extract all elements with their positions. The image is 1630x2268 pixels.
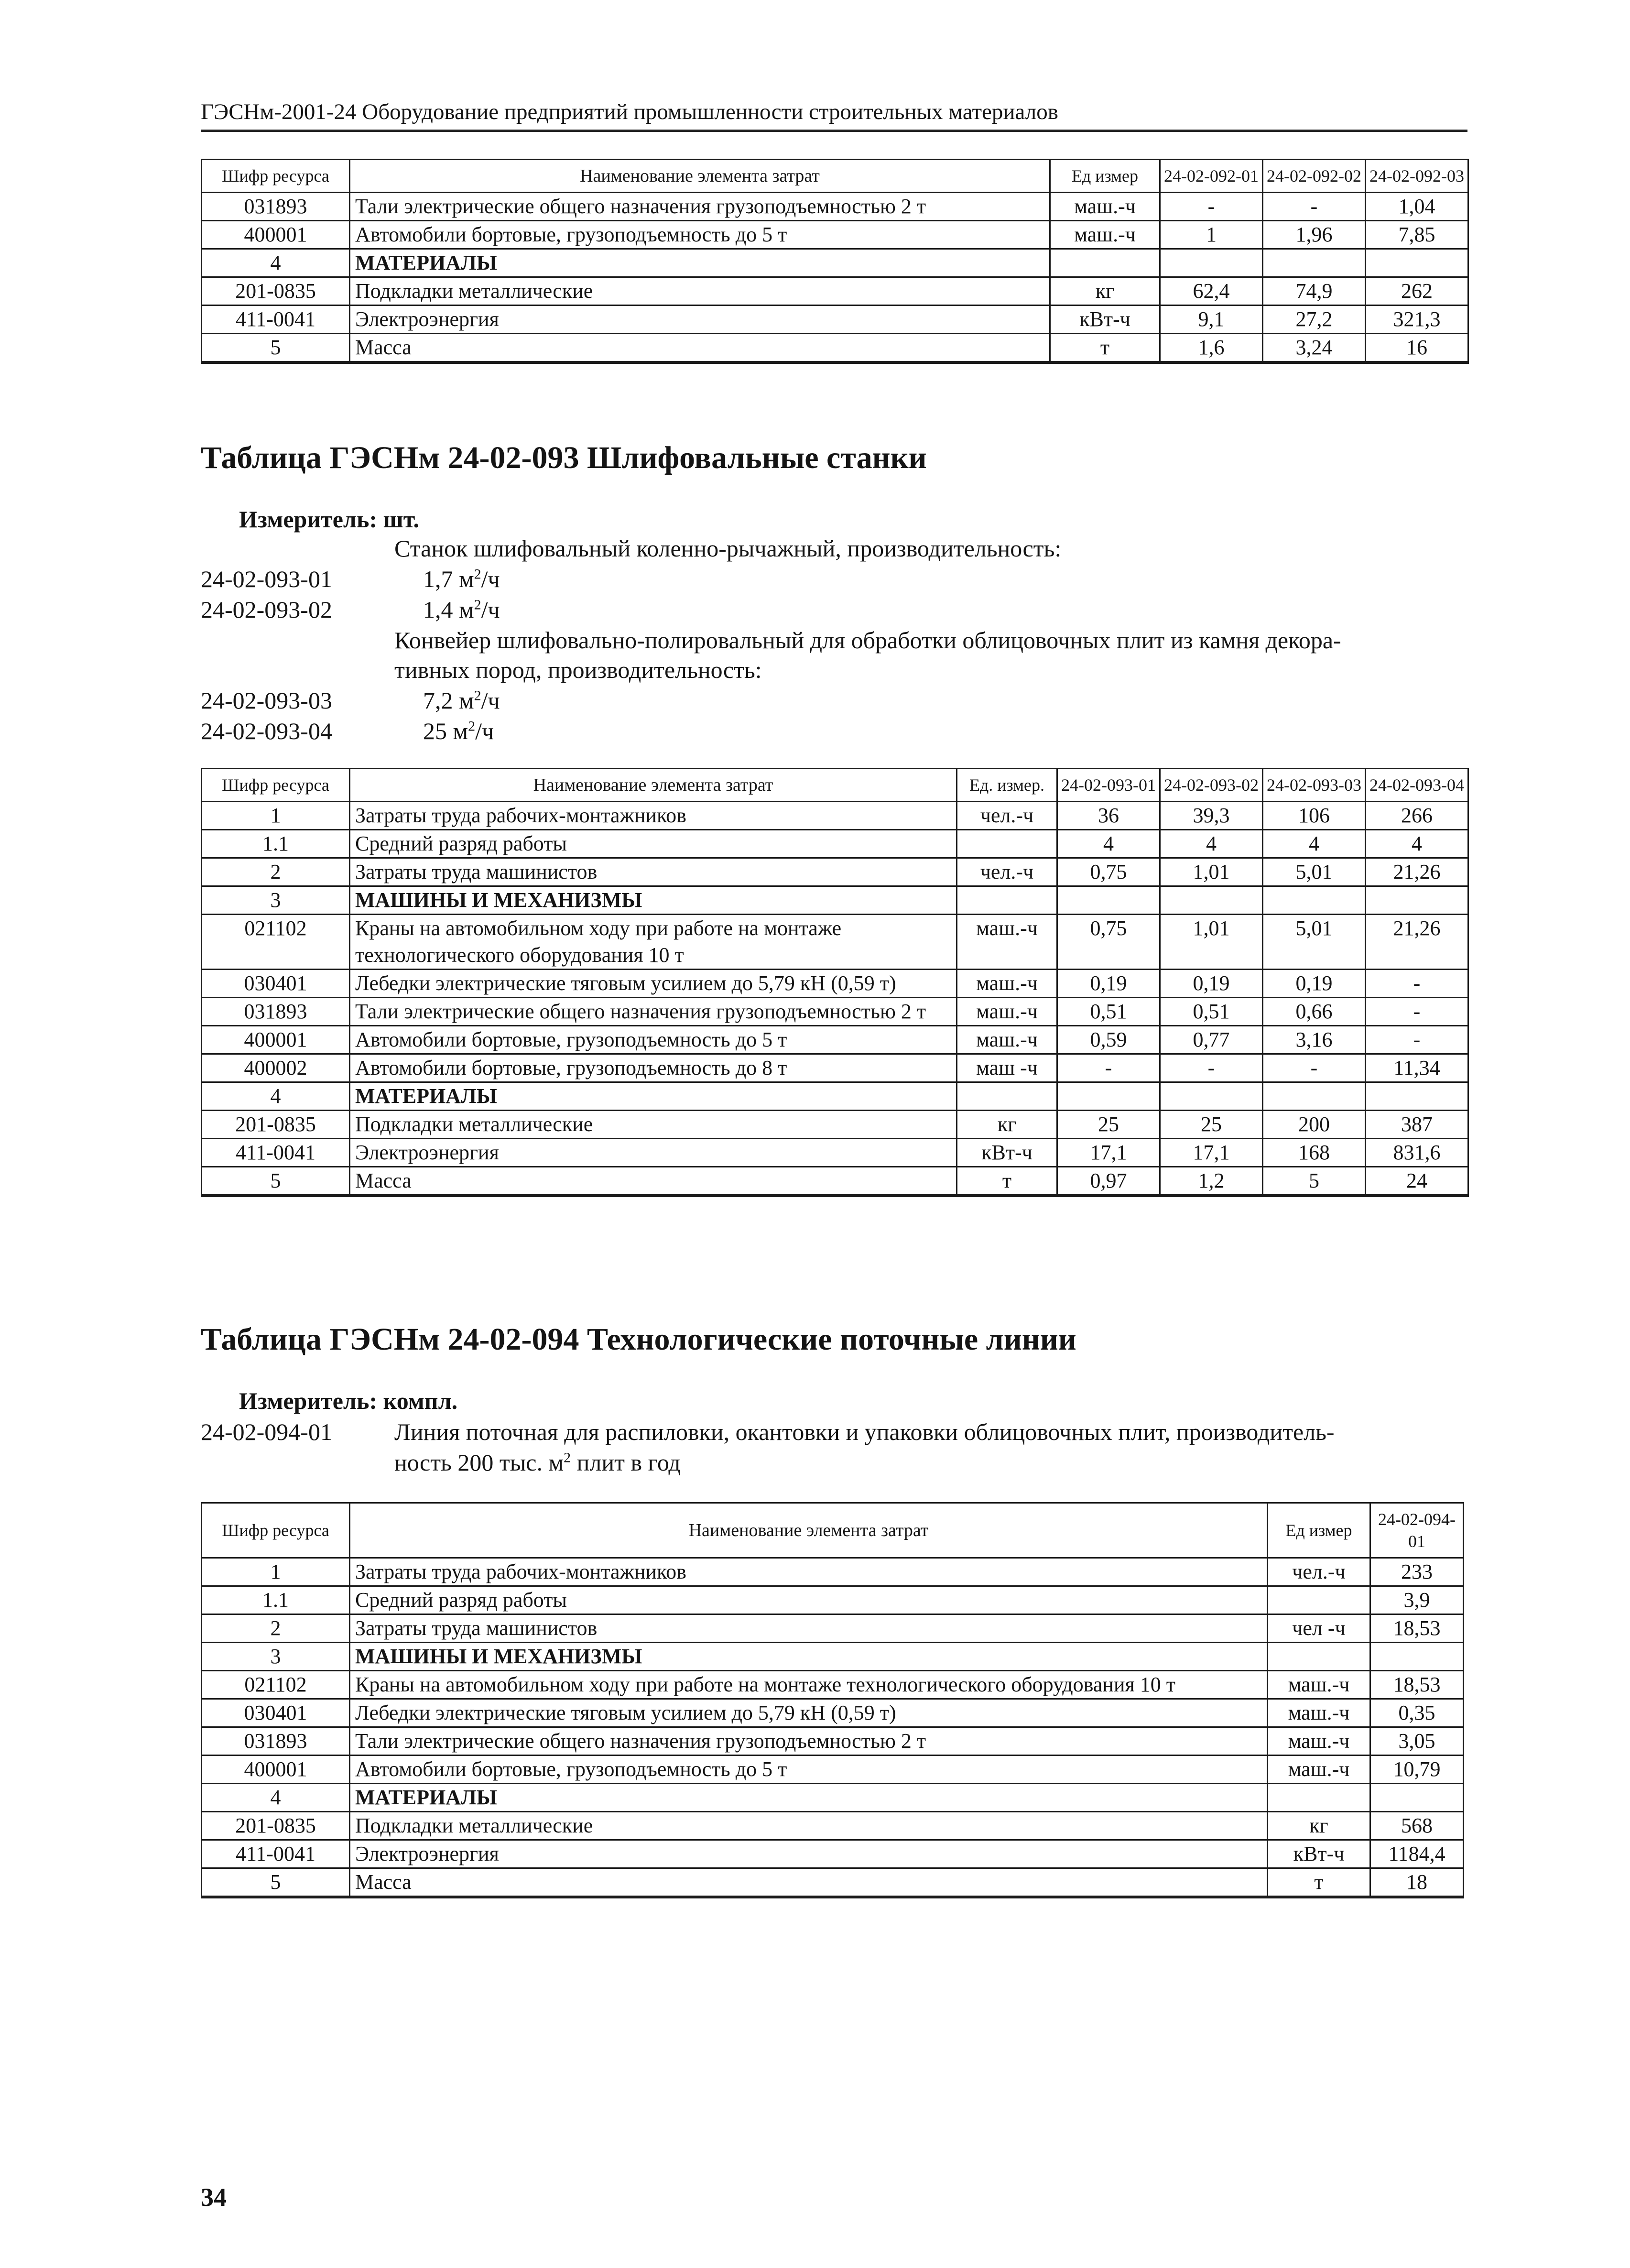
table-row xyxy=(202,1139,1468,1167)
cell-value: 106 xyxy=(1263,802,1366,830)
table-row xyxy=(202,915,1468,970)
item-text-094b xyxy=(394,1448,681,1477)
cell-resource-code: 400002 xyxy=(202,1054,350,1082)
cell-value: 1,04 xyxy=(1366,193,1468,221)
cell-resource-code: 5 xyxy=(202,1868,350,1897)
cell-unit: кг xyxy=(1050,277,1160,305)
cell-resource-code: 400001 xyxy=(202,221,350,249)
item-value xyxy=(423,686,500,715)
table-row xyxy=(202,1643,1464,1671)
table-row xyxy=(202,858,1468,886)
cell-cost-name: Автомобили бортовые, грузоподъемность до 8 т xyxy=(350,1054,957,1082)
table-row xyxy=(202,1614,1464,1643)
table-row xyxy=(202,1111,1468,1139)
cell-unit: чел.-ч xyxy=(957,858,1057,886)
cell-value: 21,26 xyxy=(1366,858,1468,886)
cell-resource-code: 1.1 xyxy=(202,830,350,858)
cell-value: 62,4 xyxy=(1160,277,1263,305)
cell-resource-code: 1.1 xyxy=(202,1586,350,1614)
table-row xyxy=(202,1026,1468,1054)
table-header-row xyxy=(202,160,1468,193)
table-row xyxy=(202,1812,1464,1840)
cell-unit: кВт-ч xyxy=(1268,1840,1370,1868)
cell-value: 4 xyxy=(1057,830,1160,858)
cell-value: - xyxy=(1160,193,1263,221)
cell-value: 1184,4 xyxy=(1370,1840,1464,1868)
cell-resource-code: 030401 xyxy=(202,1699,350,1727)
cell-value: 17,1 xyxy=(1057,1139,1160,1167)
table-row xyxy=(202,249,1468,277)
header-code: Шифр ресурса xyxy=(202,160,350,193)
item-text-094a: Линия поточная для распиловки, окантовки и упаковки облицовочных плит, производитель- xyxy=(394,1418,1335,1445)
cell-value: 200 xyxy=(1263,1111,1366,1139)
table-row xyxy=(202,1054,1468,1082)
cell-resource-code: 5 xyxy=(202,334,350,363)
cell-value: 24 xyxy=(1366,1167,1468,1196)
table-title-094: Таблица ГЭСНм 24-02-094 Технологические поточные линии xyxy=(201,1322,1076,1357)
cell-cost-name: Затраты труда машинистов xyxy=(350,858,957,886)
cell-unit: маш.-ч xyxy=(1050,193,1160,221)
cell-value: 3,05 xyxy=(1370,1727,1464,1756)
item-value xyxy=(423,716,494,746)
cell-resource-code: 411-0041 xyxy=(202,1139,350,1167)
table-row xyxy=(202,1167,1468,1196)
cell-value: 27,2 xyxy=(1263,305,1366,334)
item-code: 24-02-094-01 xyxy=(201,1418,332,1445)
cell-cost-name: Электроэнергия xyxy=(350,1840,1268,1868)
cell-value xyxy=(1366,886,1468,915)
cell-value xyxy=(1160,1082,1263,1111)
cell-value: 321,3 xyxy=(1366,305,1468,334)
cell-cost-name: Автомобили бортовые, грузоподъемность до 5 т xyxy=(350,221,1050,249)
cell-resource-code: 2 xyxy=(202,858,350,886)
cell-value: 4 xyxy=(1366,830,1468,858)
cell-value: 3,9 xyxy=(1370,1586,1464,1614)
header-name: Наименование элемента затрат xyxy=(350,1503,1268,1558)
item-value-tail: /ч xyxy=(481,596,500,623)
cell-unit: маш.-ч xyxy=(957,970,1057,998)
cell-unit: кг xyxy=(1268,1812,1370,1840)
cell-resource-code: 021102 xyxy=(202,1671,350,1699)
header-col-3: 24-02-092-03 xyxy=(1366,160,1468,193)
cell-value: 74,9 xyxy=(1263,277,1366,305)
cell-resource-code: 031893 xyxy=(202,193,350,221)
cell-value: 1,01 xyxy=(1160,915,1263,970)
cell-unit: т xyxy=(1050,334,1160,363)
cell-value: - xyxy=(1263,1054,1366,1082)
header-col-2: 24-02-092-02 xyxy=(1263,160,1366,193)
header-name: Наименование элемента затрат xyxy=(350,769,957,802)
item-value-text: 25 м xyxy=(423,718,468,744)
cell-value: 10,79 xyxy=(1370,1756,1464,1784)
meter-094 xyxy=(239,1386,457,1415)
cell-value xyxy=(1370,1643,1464,1671)
cell-value: 16 xyxy=(1366,334,1468,363)
item-value-text: 1,4 м xyxy=(423,596,474,623)
table-row xyxy=(202,1586,1464,1614)
cell-unit: чел -ч xyxy=(1268,1614,1370,1643)
table-header-row xyxy=(202,769,1468,802)
table-row xyxy=(202,802,1468,830)
cell-value: 9,1 xyxy=(1160,305,1263,334)
cell-value: 39,3 xyxy=(1160,802,1263,830)
cell-resource-code: 400001 xyxy=(202,1756,350,1784)
cell-value: 0,51 xyxy=(1057,998,1160,1026)
cell-cost-name: Затраты труда рабочих-монтажников xyxy=(350,802,957,830)
cell-section-heading: МАТЕРИАЛЫ xyxy=(350,249,1050,277)
cell-value: 17,1 xyxy=(1160,1139,1263,1167)
cell-unit: маш.-ч xyxy=(1268,1699,1370,1727)
cell-value xyxy=(1160,886,1263,915)
cell-value: 233 xyxy=(1370,1558,1464,1586)
cell-value: 0,66 xyxy=(1263,998,1366,1026)
cell-value: - xyxy=(1366,1026,1468,1054)
cell-value: 7,85 xyxy=(1366,221,1468,249)
table-row xyxy=(202,334,1468,363)
cell-cost-name: Затраты труда рабочих-монтажников xyxy=(350,1558,1268,1586)
item-code: 24-02-093-04 xyxy=(201,718,332,744)
item-value-tail: /ч xyxy=(481,687,500,714)
cell-value: 0,97 xyxy=(1057,1167,1160,1196)
header-col-4: 24-02-093-04 xyxy=(1366,769,1468,802)
cell-resource-code: 4 xyxy=(202,1784,350,1812)
cell-value: 11,34 xyxy=(1366,1054,1468,1082)
cell-cost-name: Подкладки металлические xyxy=(350,277,1050,305)
item-text-094b-main: ность 200 тыс. м xyxy=(394,1449,564,1476)
table-row xyxy=(202,221,1468,249)
cell-value: 5,01 xyxy=(1263,915,1366,970)
cell-value: 262 xyxy=(1366,277,1468,305)
cell-value: 0,35 xyxy=(1370,1699,1464,1727)
header-code: Шифр ресурса xyxy=(202,1503,350,1558)
header-col-1: 24-02-094-01 xyxy=(1370,1503,1464,1558)
item-value-text: 7,2 м xyxy=(423,687,474,714)
item-value-tail: /ч xyxy=(475,718,494,744)
resource-table-092 xyxy=(201,159,1469,364)
table-row xyxy=(202,1868,1464,1897)
cell-value: 387 xyxy=(1366,1111,1468,1139)
cell-unit xyxy=(1268,1586,1370,1614)
intro-093-2b: тивных пород, производительность: xyxy=(394,656,762,683)
header-col-3: 24-02-093-03 xyxy=(1263,769,1366,802)
cell-cost-name: Масса xyxy=(350,1868,1268,1897)
cell-cost-name: Краны на автомобильном ходу при работе на монтаже технологического оборудования 10 т xyxy=(350,915,957,970)
meter-093 xyxy=(239,505,419,534)
item-value xyxy=(423,564,500,594)
cell-section-heading: МАШИНЫ И МЕХАНИЗМЫ xyxy=(350,1643,1268,1671)
table-title-093: Таблица ГЭСНм 24-02-093 Шлифовальные станки xyxy=(201,440,927,475)
cell-value: 25 xyxy=(1057,1111,1160,1139)
cell-resource-code: 1 xyxy=(202,802,350,830)
table-row xyxy=(202,1727,1464,1756)
item-value-sup: 2 xyxy=(474,566,481,582)
cell-value: 0,77 xyxy=(1160,1026,1263,1054)
page-number: 34 xyxy=(201,2183,227,2212)
cell-cost-name: Подкладки металлические xyxy=(350,1111,957,1139)
cell-value: 0,19 xyxy=(1160,970,1263,998)
table-row xyxy=(202,305,1468,334)
cell-cost-name: Краны на автомобильном ходу при работе на монтаже технологического оборудования 10 т xyxy=(350,1671,1268,1699)
cell-unit xyxy=(1268,1784,1370,1812)
cell-resource-code: 201-0835 xyxy=(202,277,350,305)
cell-value: 36 xyxy=(1057,802,1160,830)
cell-value: 4 xyxy=(1160,830,1263,858)
item-value xyxy=(423,595,500,624)
cell-unit: т xyxy=(1268,1868,1370,1897)
cell-value: 831,6 xyxy=(1366,1139,1468,1167)
item-code: 24-02-093-01 xyxy=(201,566,332,592)
cell-value: 266 xyxy=(1366,802,1468,830)
cell-value: 21,26 xyxy=(1366,915,1468,970)
cell-value: - xyxy=(1057,1054,1160,1082)
header-code: Шифр ресурса xyxy=(202,769,350,802)
cell-value: 1,6 xyxy=(1160,334,1263,363)
cell-cost-name: Тали электрические общего назначения грузоподъемностью 2 т xyxy=(350,193,1050,221)
cell-resource-code: 021102 xyxy=(202,915,350,970)
resource-table-094 xyxy=(201,1502,1464,1898)
cell-unit: маш.-ч xyxy=(1268,1727,1370,1756)
cell-cost-name: Средний разряд работы xyxy=(350,1586,1268,1614)
cell-resource-code: 4 xyxy=(202,1082,350,1111)
meter-label: Измеритель: xyxy=(239,1387,378,1414)
meter-value: компл. xyxy=(383,1387,458,1414)
cell-resource-code: 3 xyxy=(202,1643,350,1671)
cell-cost-name: Масса xyxy=(350,334,1050,363)
meter-value: шт. xyxy=(383,506,420,533)
cell-resource-code: 2 xyxy=(202,1614,350,1643)
cell-value: 0,19 xyxy=(1263,970,1366,998)
cell-cost-name: Автомобили бортовые, грузоподъемность до 5 т xyxy=(350,1756,1268,1784)
cell-cost-name: Подкладки металлические xyxy=(350,1812,1268,1840)
cell-value: 5,01 xyxy=(1263,858,1366,886)
cell-value: - xyxy=(1366,998,1468,1026)
header-unit: Ед измер xyxy=(1268,1503,1370,1558)
cell-unit xyxy=(1050,249,1160,277)
intro-093-2a: Конвейер шлифовально-полировальный для обработки облицовочных плит из камня декора- xyxy=(394,627,1341,654)
cell-value: 18,53 xyxy=(1370,1614,1464,1643)
table-row xyxy=(202,1558,1464,1586)
cell-unit: маш.-ч xyxy=(1050,221,1160,249)
cell-cost-name: Лебедки электрические тяговым усилием до 5,79 кН (0,59 т) xyxy=(350,970,957,998)
cell-value: 0,59 xyxy=(1057,1026,1160,1054)
cell-value: 1 xyxy=(1160,221,1263,249)
table-row xyxy=(202,1082,1468,1111)
cell-cost-name: Электроэнергия xyxy=(350,305,1050,334)
cell-cost-name: Тали электрические общего назначения грузоподъемностью 2 т xyxy=(350,998,957,1026)
item-code: 24-02-093-02 xyxy=(201,596,332,623)
table-row xyxy=(202,1840,1464,1868)
cell-value: 3,24 xyxy=(1263,334,1366,363)
cell-section-heading: МАТЕРИАЛЫ xyxy=(350,1784,1268,1812)
item-text-094b-sup: 2 xyxy=(564,1450,571,1466)
table-row xyxy=(202,1784,1464,1812)
header-col-1: 24-02-092-01 xyxy=(1160,160,1263,193)
cell-value: 5 xyxy=(1263,1167,1366,1196)
item-text-094b-tail: плит в год xyxy=(571,1449,681,1476)
cell-cost-name: Электроэнергия xyxy=(350,1139,957,1167)
header-col-1: 24-02-093-01 xyxy=(1057,769,1160,802)
cell-cost-name: Тали электрические общего назначения грузоподъемностью 2 т xyxy=(350,1727,1268,1756)
table-row xyxy=(202,998,1468,1026)
cell-unit: кВт-ч xyxy=(957,1139,1057,1167)
cell-resource-code: 030401 xyxy=(202,970,350,998)
cell-value: 4 xyxy=(1263,830,1366,858)
item-code: 24-02-093-03 xyxy=(201,687,332,714)
cell-value: - xyxy=(1366,970,1468,998)
cell-value xyxy=(1263,1082,1366,1111)
cell-value xyxy=(1370,1784,1464,1812)
cell-value: 0,75 xyxy=(1057,858,1160,886)
cell-value xyxy=(1057,886,1160,915)
table-row xyxy=(202,1756,1464,1784)
table-row xyxy=(202,277,1468,305)
cell-value: 1,2 xyxy=(1160,1167,1263,1196)
item-value-tail: /ч xyxy=(481,566,500,592)
table-row xyxy=(202,1699,1464,1727)
table-row xyxy=(202,193,1468,221)
cell-value: 0,75 xyxy=(1057,915,1160,970)
cell-value xyxy=(1263,886,1366,915)
cell-value: 1,01 xyxy=(1160,858,1263,886)
item-value-text: 1,7 м xyxy=(423,566,474,592)
cell-resource-code: 3 xyxy=(202,886,350,915)
item-value-sup: 2 xyxy=(474,597,481,613)
intro-093-1: Станок шлифовальный коленно-рычажный, производительность: xyxy=(394,535,1062,562)
cell-unit: кг xyxy=(957,1111,1057,1139)
cell-resource-code: 400001 xyxy=(202,1026,350,1054)
table-row xyxy=(202,970,1468,998)
cell-unit xyxy=(957,1082,1057,1111)
cell-value xyxy=(1366,1082,1468,1111)
cell-value: 168 xyxy=(1263,1139,1366,1167)
cell-resource-code: 201-0835 xyxy=(202,1111,350,1139)
cell-value: 568 xyxy=(1370,1812,1464,1840)
cell-cost-name: Лебедки электрические тяговым усилием до 5,79 кН (0,59 т) xyxy=(350,1699,1268,1727)
cell-value: 25 xyxy=(1160,1111,1263,1139)
cell-value xyxy=(1160,249,1263,277)
cell-cost-name: Затраты труда машинистов xyxy=(350,1614,1268,1643)
cell-value: 1,96 xyxy=(1263,221,1366,249)
table-header-row xyxy=(202,1503,1464,1558)
page-header: ГЭСНм-2001-24 Оборудование предприятий промышленности строительных материалов xyxy=(201,98,1467,132)
cell-resource-code: 201-0835 xyxy=(202,1812,350,1840)
cell-unit: маш.-ч xyxy=(957,998,1057,1026)
cell-cost-name: Автомобили бортовые, грузоподъемность до 5 т xyxy=(350,1026,957,1054)
cell-value: - xyxy=(1263,193,1366,221)
cell-resource-code: 411-0041 xyxy=(202,1840,350,1868)
header-unit: Ед измер xyxy=(1050,160,1160,193)
cell-value: 18,53 xyxy=(1370,1671,1464,1699)
cell-value: 0,51 xyxy=(1160,998,1263,1026)
resource-table-093 xyxy=(201,768,1469,1197)
cell-resource-code: 031893 xyxy=(202,998,350,1026)
cell-resource-code: 5 xyxy=(202,1167,350,1196)
cell-unit: маш.-ч xyxy=(957,1026,1057,1054)
table-row xyxy=(202,886,1468,915)
cell-value: 0,19 xyxy=(1057,970,1160,998)
cell-resource-code: 031893 xyxy=(202,1727,350,1756)
cell-value: - xyxy=(1160,1054,1263,1082)
header-unit: Ед. измер. xyxy=(957,769,1057,802)
cell-unit: чел.-ч xyxy=(1268,1558,1370,1586)
table-row xyxy=(202,830,1468,858)
cell-resource-code: 1 xyxy=(202,1558,350,1586)
item-value-sup: 2 xyxy=(474,687,481,704)
item-value-sup: 2 xyxy=(468,718,476,734)
cell-value xyxy=(1263,249,1366,277)
cell-unit: кВт-ч xyxy=(1050,305,1160,334)
cell-unit: маш.-ч xyxy=(1268,1756,1370,1784)
cell-unit xyxy=(1268,1643,1370,1671)
cell-resource-code: 411-0041 xyxy=(202,305,350,334)
cell-value xyxy=(1366,249,1468,277)
cell-section-heading: МАТЕРИАЛЫ xyxy=(350,1082,957,1111)
cell-cost-name: Средний разряд работы xyxy=(350,830,957,858)
cell-unit xyxy=(957,886,1057,915)
header-col-2: 24-02-093-02 xyxy=(1160,769,1263,802)
cell-unit: т xyxy=(957,1167,1057,1196)
cell-cost-name: Масса xyxy=(350,1167,957,1196)
cell-section-heading: МАШИНЫ И МЕХАНИЗМЫ xyxy=(350,886,957,915)
cell-value: 3,16 xyxy=(1263,1026,1366,1054)
cell-unit: маш -ч xyxy=(957,1054,1057,1082)
table-row xyxy=(202,1671,1464,1699)
cell-value xyxy=(1057,1082,1160,1111)
cell-value: 18 xyxy=(1370,1868,1464,1897)
cell-unit: маш.-ч xyxy=(1268,1671,1370,1699)
meter-label: Измеритель: xyxy=(239,506,378,533)
cell-resource-code: 4 xyxy=(202,249,350,277)
cell-unit: маш.-ч xyxy=(957,915,1057,970)
cell-unit xyxy=(957,830,1057,858)
header-name: Наименование элемента затрат xyxy=(350,160,1050,193)
cell-unit: чел.-ч xyxy=(957,802,1057,830)
